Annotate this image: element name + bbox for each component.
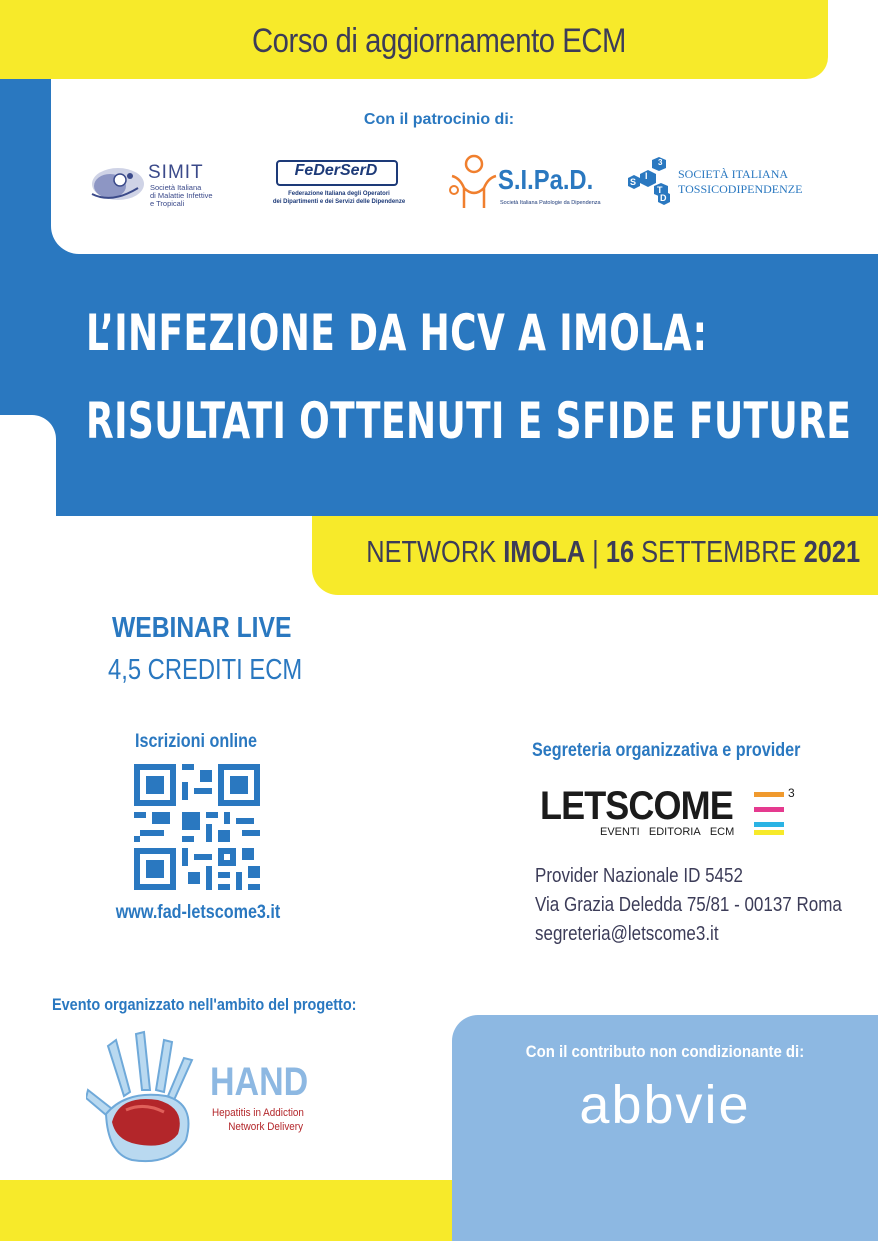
project-label: Evento organizzato nell'ambito del progetto: — [52, 995, 357, 1014]
headline-line-1: L’INFEZIONE DA HCV A IMOLA: — [86, 304, 708, 362]
hand-logo — [86, 1030, 318, 1168]
federserd-line-1: Federazione Italiana degli Operatori — [288, 191, 390, 197]
letscome-bar-orange — [754, 792, 784, 797]
ecm-credits: 4,5 CREDITI ECM — [108, 654, 303, 686]
sitd-text — [678, 167, 802, 197]
registration-label: Iscrizioni online — [134, 731, 258, 752]
abbvie-logo: abbvie — [579, 1075, 751, 1135]
sipad-figure-icon — [448, 154, 500, 210]
federserd-logo — [256, 160, 422, 210]
registration-link[interactable]: www.fad-letscome3.it — [115, 902, 281, 923]
hand-name: HAND — [210, 1060, 309, 1104]
simit-emblem-icon — [88, 160, 150, 208]
simit-logo — [88, 160, 238, 210]
hand-line-1: Hepatitis in Addiction — [212, 1107, 304, 1119]
sitd-line-1: SOCIETÀ ITALIANA — [678, 167, 789, 181]
event-city: IMOLA — [503, 534, 586, 569]
letscome-bar-magenta — [754, 807, 784, 812]
simit-name: SIMIT — [148, 162, 204, 183]
letscome-name: LETSCOME — [540, 784, 733, 828]
sipad-subtitle: Società Italiana Patologie da Dipendenza — [500, 200, 601, 206]
event-year: 2021 — [803, 534, 861, 569]
patronage-label: Con il patrocinio di: — [363, 111, 515, 128]
letscome-bar-yellow — [754, 830, 784, 835]
tagline-ecm: ECM — [709, 826, 735, 838]
hand-subtitle — [212, 1106, 304, 1134]
federserd-name: FeDerSerD — [294, 162, 378, 179]
tagline-editoria: EDITORIA — [648, 826, 701, 838]
organizer-email[interactable]: segreteria@letscome3.it — [535, 923, 719, 945]
frame-notch — [0, 415, 56, 516]
network-label: NETWORK — [366, 534, 504, 569]
simit-line-3: e Tropicali — [150, 199, 185, 208]
course-title: Corso di aggiornamento ECM — [251, 22, 626, 60]
tagline-eventi: EVENTI — [600, 826, 640, 838]
sitd-logo — [628, 156, 818, 208]
letscome-sup: 3 — [788, 786, 795, 800]
headline-panel — [56, 254, 878, 516]
sitd-letter-i: I — [645, 171, 648, 181]
event-month: SETTEMBRE — [634, 534, 804, 569]
event-day: 16 — [605, 534, 635, 569]
webinar-title: WEBINAR LIVE — [112, 612, 292, 644]
organizer-label: Segreteria organizzativa e provider — [532, 740, 801, 761]
sitd-sup: 3 — [658, 158, 663, 167]
simit-line-1: Società Italiana — [150, 183, 202, 192]
letscome-tagline — [600, 826, 734, 838]
sitd-letter-t: T — [657, 185, 663, 195]
federserd-subtitle — [256, 190, 422, 206]
sitd-line-2: TOSSICODIPENDENZE — [678, 182, 803, 196]
sipad-logo — [448, 154, 604, 212]
sipad-name: S.I.Pa.D. — [498, 164, 594, 195]
organizer-address: Via Grazia Deledda 75/81 - 00137 Roma — [535, 894, 842, 916]
headline-line-2: RISULTATI OTTENUTI E SFIDE FUTURE — [86, 392, 852, 450]
hand-line-2: Network Delivery — [228, 1121, 304, 1133]
provider-id: Provider Nazionale ID 5452 — [535, 865, 743, 887]
federserd-line-2: dei Dipartimenti e dei Servizi delle Dipendenze — [272, 199, 406, 205]
event-date-line — [312, 534, 878, 570]
hand-liver-icon — [86, 1030, 216, 1168]
simit-line-2: di Malattie Infettive — [150, 191, 213, 200]
sitd-letter-s: S — [630, 177, 637, 187]
sponsor-label: Con il contributo non condizionante di: — [525, 1042, 805, 1061]
sitd-letter-d: D — [660, 193, 667, 203]
letscome-logo — [540, 784, 802, 842]
simit-subtitle — [150, 184, 213, 208]
qr-code-icon[interactable] — [134, 764, 260, 890]
letscome-bar-cyan — [754, 822, 784, 827]
date-separator: | — [585, 534, 606, 569]
